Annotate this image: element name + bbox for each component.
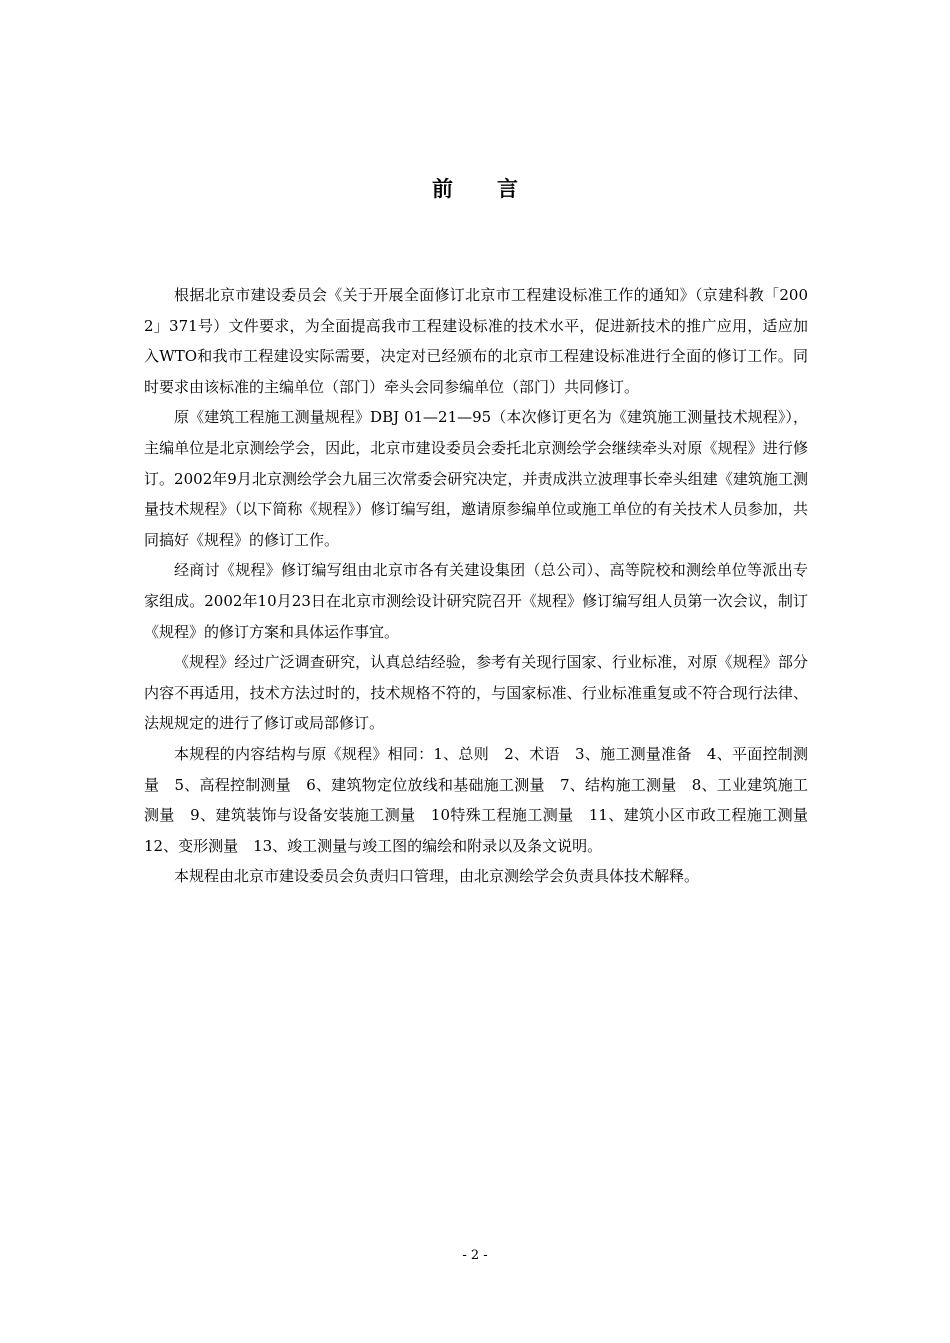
paragraph-2: 原《建筑工程施工测量规程》DBJ 01—21—95（本次修订更名为《建筑施工测量技术规程》），主编单位是北京测绘学会，因此，北京市建设委员会委托北京测绘学会继续牵头对原《规程》进行修订。2002年9月北京测绘学会九届三次常委会研究决定，并责成洪立波理事长牵头组建《建筑施工测量技术规程》（以下简称《规程》）修订编写组，邀请原参编单位或施工单位的有关技术人员参加，共同搞好《规程》的修订工作。: [144, 408, 808, 549]
paragraph-6: 本规程由北京市建设委员会负责归口管理，由北京测绘学会负责具体技术解释。: [174, 867, 700, 886]
page-title: 前言: [432, 177, 562, 201]
paragraph-1: 根据北京市建设委员会《关于开展全面修订北京市工程建设标准工作的通知》（京建科教「2002」371号）文件要求，为全面提高我市工程建设标准的技术水平，促进新技术的推广应用，适应加入WTO和我市工程建设实际需要，决定对已经颁布的北京市工程建设标准进行全面的修订工作。同时要求由该标准的主编单位（部门）牵头会同参编单位（部门）共同修订。: [144, 286, 808, 396]
document-body: [144, 280, 824, 892]
paragraph-4: 《规程》经过广泛调查研究，认真总结经验，参考有关现行国家、行业标准，对原《规程》部分内容不再适用，技术方法过时的，技术规格不符的，与国家标准、行业标准重复或不符合现行法律、法规规定的进行了修订或局部修订。: [144, 653, 808, 733]
page-number: - 2 -: [462, 1248, 488, 1263]
paragraph-5: 本规程的内容结构与原《规程》相同：1、总则 2、术语 3、施工测量准备 4、平面控制测量 5、高程控制测量 6、建筑物定位放线和基础施工测量 7、结构施工测量 8、工业建筑施工测量 9、建筑装饰与设备安装施工测量 10特殊工程施工测量 11、建筑小区市政工程施工测量 12、变形测量 13、竣工测量与竣工图的编绘和附录以及条文说明。: [144, 744, 824, 855]
paragraph-3: 经商讨《规程》修订编写组由北京市各有关建设集团（总公司）、高等院校和测绘单位等派出专家组成。2002年10月23日在北京市测绘设计研究院召开《规程》修订编写组人员第一次会议，制订《规程》的修订方案和具体运作事宜。: [144, 561, 808, 641]
